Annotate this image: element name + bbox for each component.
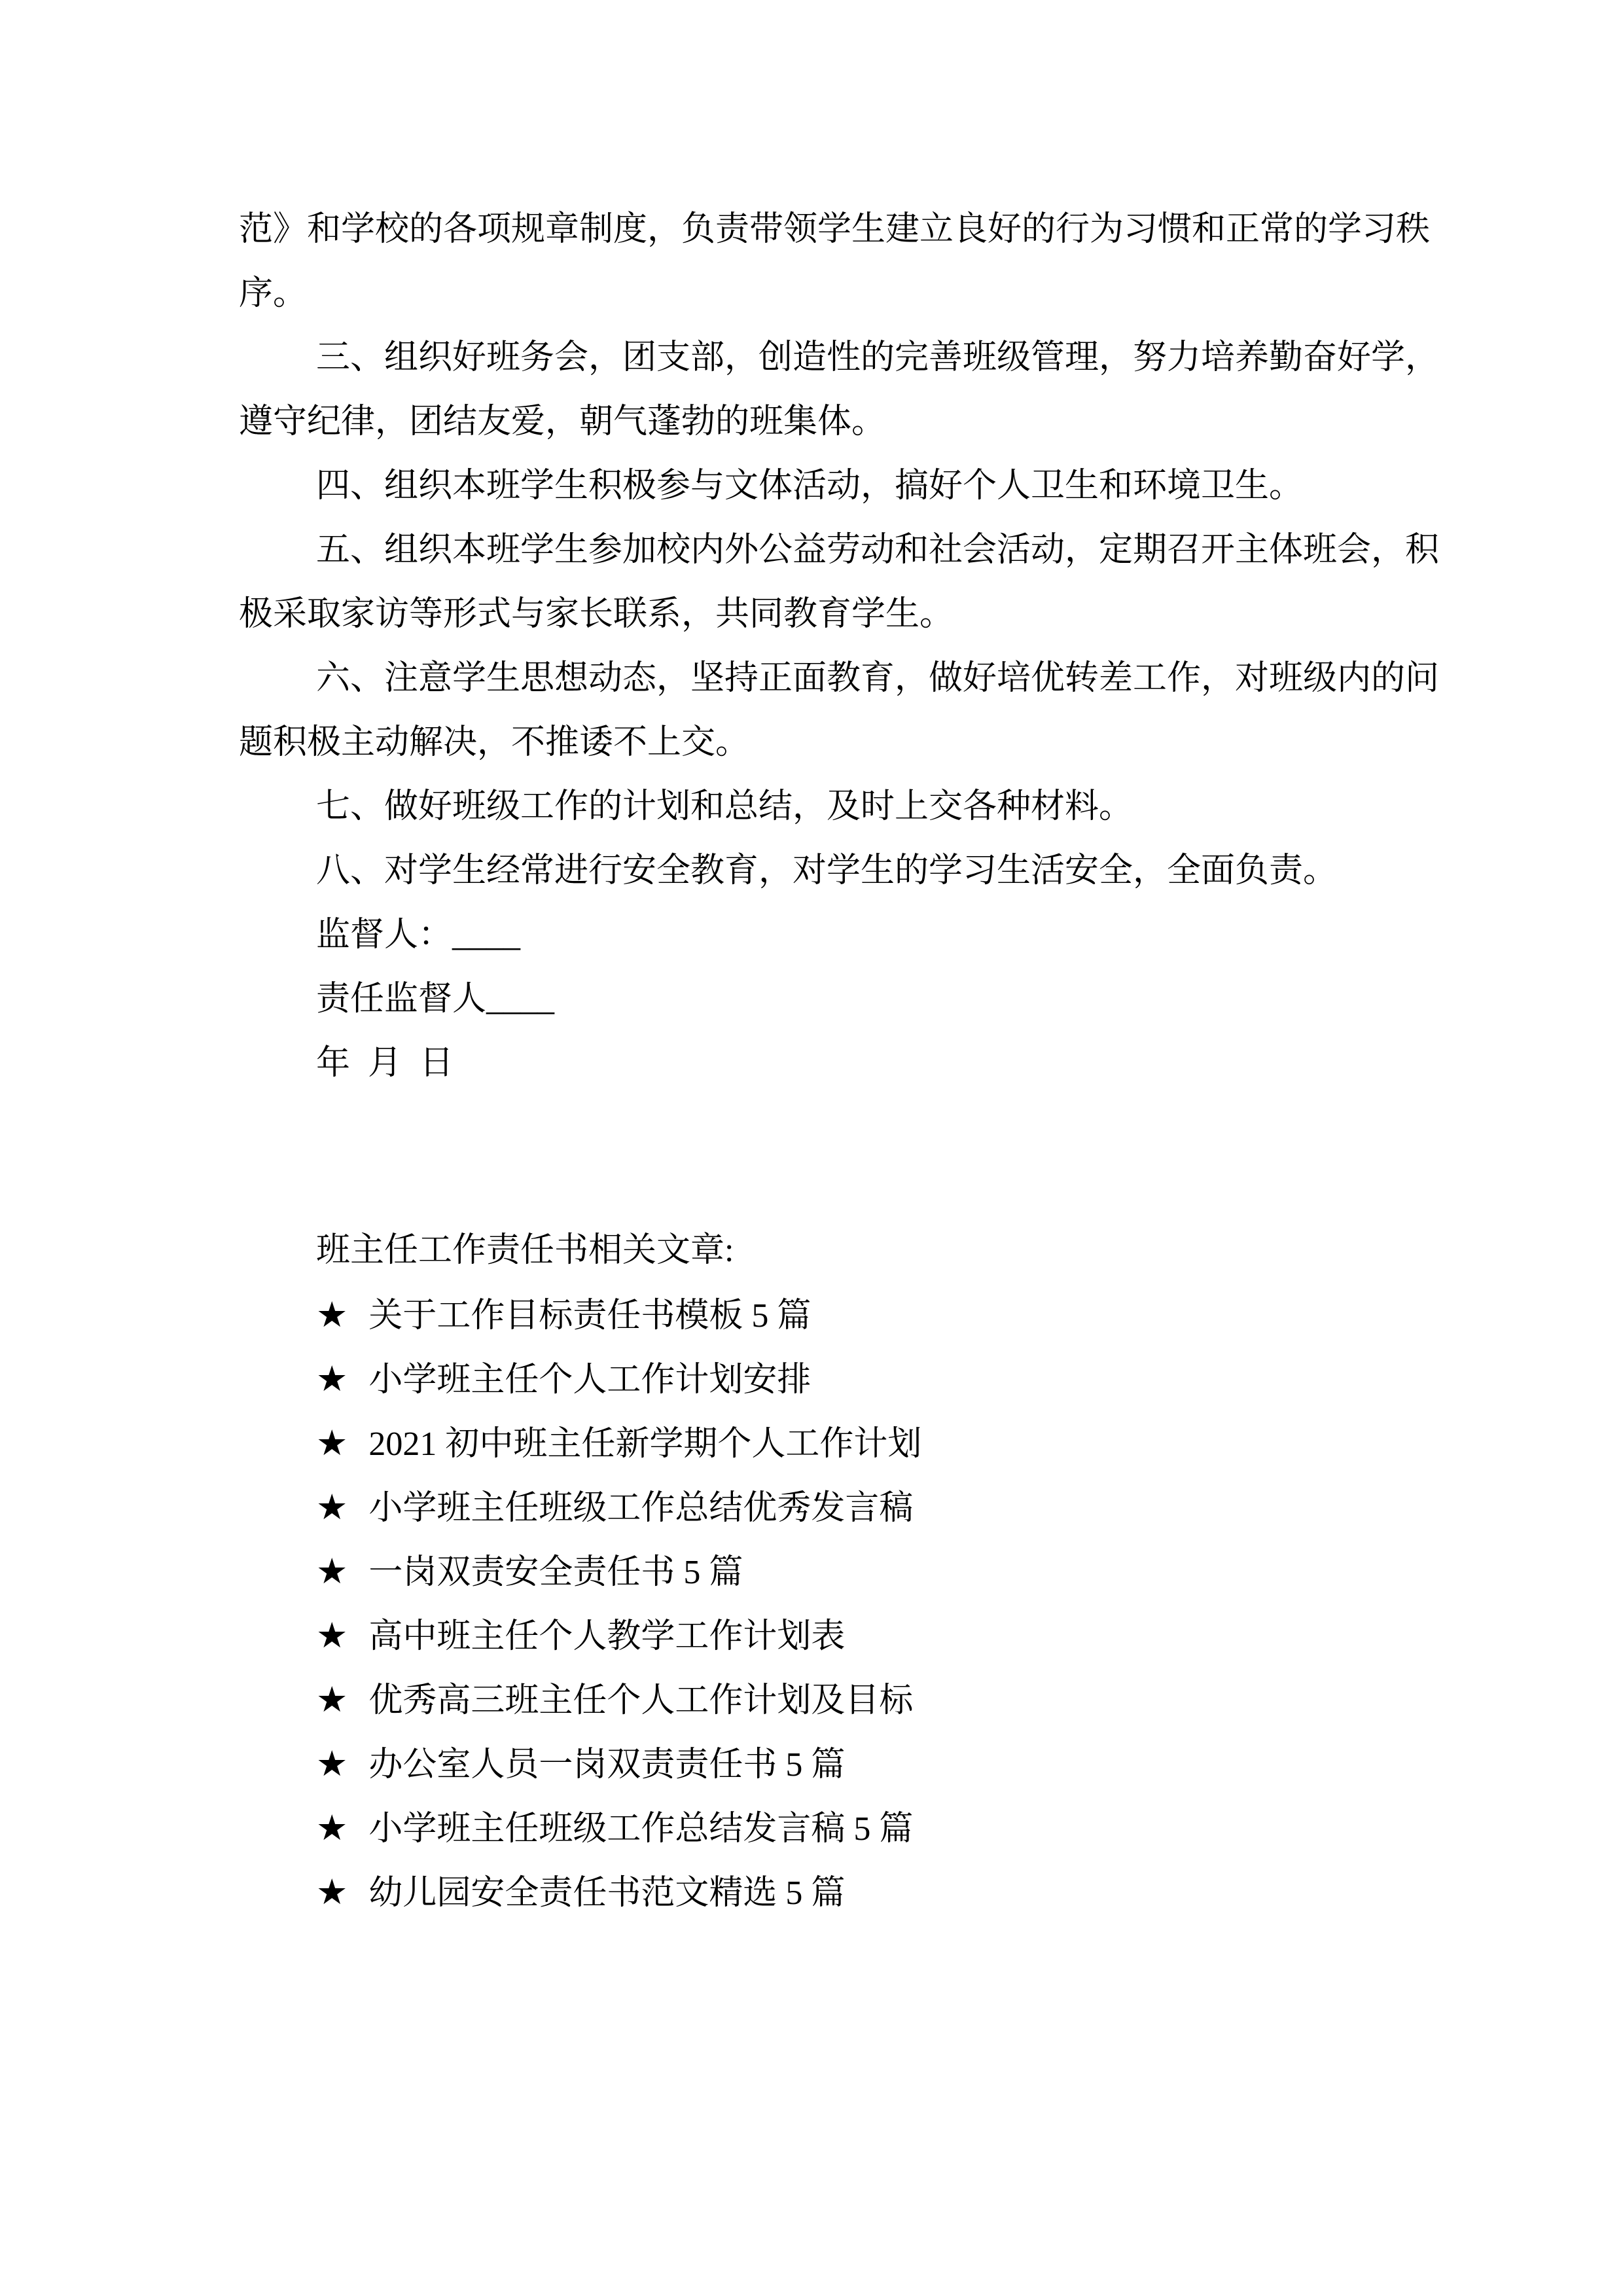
related-article-item — [239, 1796, 1410, 1860]
related-article-item — [239, 1668, 1410, 1732]
related-article-item — [239, 1475, 1410, 1539]
related-article-item — [239, 1347, 1410, 1411]
body-line: 年 月 日 — [316, 1045, 454, 1082]
related-article-title: 小学班主任班级工作总结优秀发言稿 — [368, 1490, 914, 1527]
body-line: 监督人：____ — [316, 916, 521, 954]
related-article-item — [239, 1860, 1410, 1924]
document-body — [239, 198, 1440, 1924]
body-line: 责任监督人____ — [316, 980, 555, 1018]
star-icon: ★ — [316, 1295, 348, 1335]
body-line: 题积极主动解决，不推诿不上交。 — [239, 724, 750, 761]
star-icon: ★ — [316, 1616, 348, 1655]
related-article-title: 高中班主任个人教学工作计划表 — [368, 1618, 846, 1655]
star-icon: ★ — [316, 1808, 348, 1848]
related-article-item — [239, 1411, 1410, 1475]
related-articles-heading: 班主任工作责任书相关文章: — [316, 1232, 734, 1269]
body-line: 遵守纪律，团结友爱，朝气蓬勃的班集体。 — [239, 403, 886, 440]
related-article-item — [239, 1539, 1410, 1604]
related-article-title: 优秀高三班主任个人工作计划及目标 — [368, 1682, 914, 1719]
star-icon: ★ — [316, 1680, 348, 1719]
body-line: 六、注意学生思想动态，坚持正面教育，做好培优转差工作，对班级内的问 — [316, 660, 1440, 697]
body-line: 范》和学校的各项规章制度，负责带领学生建立良好的行为习惯和正常的学习秩 — [239, 211, 1431, 248]
body-line: 五、组织本班学生参加校内外公益劳动和社会活动，定期召开主体班会，积 — [316, 531, 1440, 569]
body-line: 七、做好班级工作的计划和总结，及时上交各种材料。 — [316, 788, 1133, 825]
star-icon: ★ — [316, 1552, 348, 1591]
body-line: 极采取家访等形式与家长联系，共同教育学生。 — [239, 596, 954, 633]
related-article-title: 小学班主任个人工作计划安排 — [368, 1361, 812, 1399]
body-line: 八、对学生经常进行安全教育，对学生的学习生活安全，全面负责。 — [316, 852, 1338, 889]
body-line: 三、组织好班务会，团支部，创造性的完善班级管理，努力培养勤奋好学， — [316, 339, 1440, 376]
related-article-title: 办公室人员一岗双责责任书 5 篇 — [368, 1746, 846, 1784]
star-icon: ★ — [316, 1424, 348, 1463]
related-article-title: 幼儿园安全责任书范文精选 5 篇 — [368, 1874, 846, 1912]
related-article-title: 关于工作目标责任书模板 5 篇 — [368, 1297, 812, 1335]
star-icon: ★ — [316, 1359, 348, 1399]
star-icon: ★ — [316, 1873, 348, 1912]
body-line: 序。 — [239, 275, 308, 312]
body-line: 四、组织本班学生积极参与文体活动，搞好个人卫生和环境卫生。 — [316, 467, 1304, 505]
related-article-title: 一岗双责安全责任书 5 篇 — [368, 1554, 743, 1591]
related-article-title: 2021 初中班主任新学期个人工作计划 — [368, 1426, 922, 1463]
star-icon: ★ — [316, 1744, 348, 1784]
body-paragraph-lines — [239, 198, 1440, 1096]
related-articles-list — [239, 1283, 1410, 1924]
related-article-item — [239, 1732, 1410, 1796]
related-article-item — [239, 1604, 1410, 1668]
star-icon: ★ — [316, 1488, 348, 1527]
related-article-item — [239, 1283, 1410, 1347]
related-article-title: 小学班主任班级工作总结发言稿 5 篇 — [368, 1810, 914, 1848]
